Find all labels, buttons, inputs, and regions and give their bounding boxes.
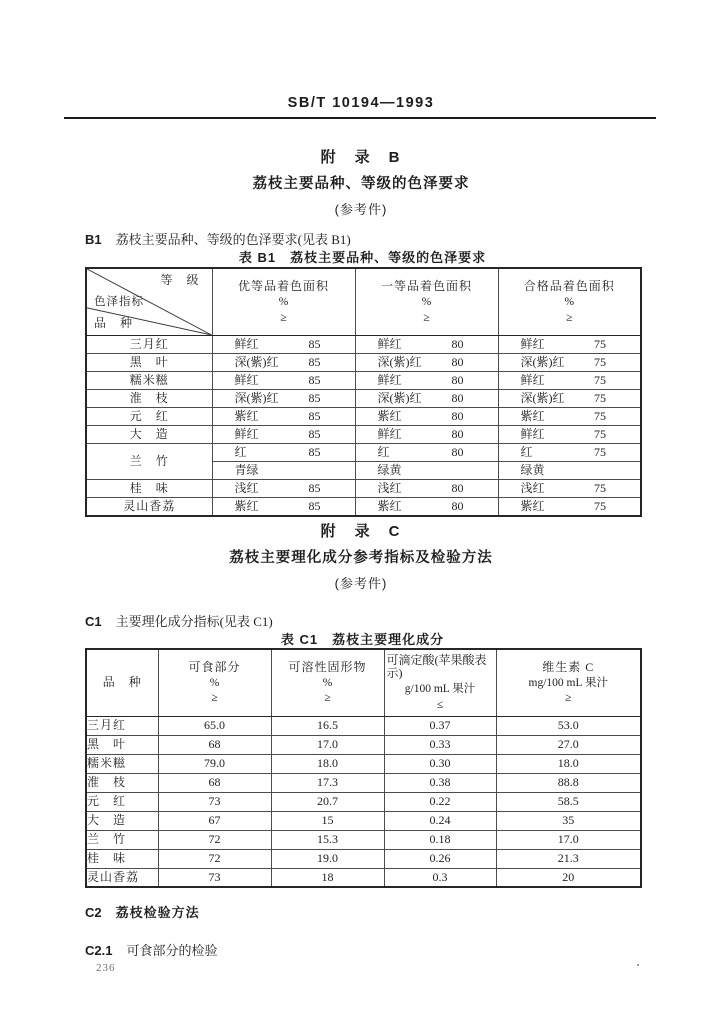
clause-c2 bbox=[85, 902, 200, 921]
column-header bbox=[271, 649, 384, 716]
color-label: 鲜红 bbox=[377, 372, 402, 387]
value-cell: 53.0 bbox=[496, 716, 641, 735]
column-op: ≥ bbox=[565, 692, 572, 705]
header-rule bbox=[64, 117, 656, 119]
table-row bbox=[86, 849, 641, 868]
column-unit: % bbox=[209, 676, 220, 689]
column-title: 可食部分 bbox=[188, 659, 241, 674]
color-value: 80 bbox=[451, 354, 464, 369]
column-unit: % bbox=[564, 295, 575, 308]
variety-name: 糯米糍 bbox=[86, 372, 212, 390]
column-title: 一等品着色面积 bbox=[380, 278, 472, 293]
value-cell: 17.0 bbox=[496, 830, 641, 849]
column-unit: mg/100 mL 果汁 bbox=[528, 676, 608, 689]
color-cell bbox=[498, 444, 641, 462]
color-cell bbox=[355, 372, 498, 390]
variety-name: 三月红 bbox=[86, 716, 158, 735]
color-label: 红 bbox=[377, 444, 390, 459]
table-row bbox=[86, 480, 641, 498]
color-value: 75 bbox=[594, 480, 606, 495]
table-row bbox=[86, 868, 641, 887]
color-label: 深(紫)红 bbox=[520, 390, 565, 405]
color-label: 绿黄 bbox=[520, 462, 545, 477]
color-value: 85 bbox=[308, 336, 321, 351]
column-header bbox=[158, 649, 271, 716]
color-value: 80 bbox=[451, 336, 464, 351]
table-b1-header-row bbox=[86, 268, 641, 336]
color-cell bbox=[355, 498, 498, 517]
column-header bbox=[384, 649, 496, 716]
column-header bbox=[498, 268, 641, 336]
column-title: 优等品着色面积 bbox=[237, 278, 329, 293]
color-value: 85 bbox=[308, 390, 321, 405]
color-value: 85 bbox=[308, 498, 321, 513]
color-cell bbox=[498, 498, 641, 517]
value-cell: 67 bbox=[158, 811, 271, 830]
color-value: 80 bbox=[451, 498, 464, 513]
value-cell: 21.3 bbox=[496, 849, 641, 868]
color-cell bbox=[355, 462, 498, 480]
color-cell bbox=[355, 426, 498, 444]
variety-name: 元 红 bbox=[86, 408, 212, 426]
color-label: 鲜红 bbox=[520, 336, 545, 351]
appendix-c-note: (参考件) bbox=[334, 576, 388, 591]
value-cell: 18.0 bbox=[271, 754, 384, 773]
column-unit: % bbox=[421, 295, 432, 308]
table-b1-corner-cell bbox=[86, 268, 212, 336]
value-cell: 72 bbox=[158, 830, 271, 849]
color-label: 浅红 bbox=[377, 480, 402, 495]
color-label: 浅红 bbox=[520, 480, 545, 495]
column-title: 可滴定酸(苹果酸表示) bbox=[386, 653, 487, 681]
column-op: ≤ bbox=[436, 699, 444, 712]
table-row bbox=[86, 773, 641, 792]
value-cell: 68 bbox=[158, 773, 271, 792]
value-cell: 16.5 bbox=[271, 716, 384, 735]
appendix-c-subheading: 荔枝主要理化成分参考指标及检验方法 bbox=[229, 550, 493, 566]
column-op: ≥ bbox=[324, 692, 331, 705]
color-value: 80 bbox=[451, 426, 464, 441]
table-b1-caption: 表 B1 荔枝主要品种、等级的色泽要求 bbox=[238, 250, 487, 265]
appendix-c-heading: 附 录 C bbox=[320, 523, 402, 540]
color-cell bbox=[355, 480, 498, 498]
clause-b1 bbox=[85, 229, 351, 248]
page-number: 236 bbox=[96, 962, 116, 974]
value-cell: 72 bbox=[158, 849, 271, 868]
color-value: 75 bbox=[594, 354, 606, 369]
color-value: 80 bbox=[451, 372, 464, 387]
column-op: ≥ bbox=[211, 692, 218, 705]
color-cell bbox=[498, 408, 641, 426]
color-label: 青绿 bbox=[234, 462, 259, 477]
appendix-c-title-block bbox=[0, 520, 722, 592]
value-cell: 35 bbox=[496, 811, 641, 830]
column-op: ≥ bbox=[566, 311, 573, 324]
value-cell: 0.3 bbox=[384, 868, 496, 887]
table-row bbox=[86, 372, 641, 390]
color-value: 75 bbox=[594, 426, 606, 441]
color-label: 浅红 bbox=[234, 480, 259, 495]
table-row bbox=[86, 754, 641, 773]
value-cell: 17.0 bbox=[271, 735, 384, 754]
variety-name: 灵山香荔 bbox=[86, 868, 158, 887]
variety-name: 大 造 bbox=[86, 426, 212, 444]
standard-number: SB/T 10194—1993 bbox=[287, 95, 435, 111]
color-label: 深(紫)红 bbox=[234, 390, 279, 405]
color-label: 鲜红 bbox=[520, 372, 545, 387]
color-cell bbox=[498, 390, 641, 408]
clause-c2-1 bbox=[85, 940, 217, 959]
column-title: 可溶性固形物 bbox=[288, 659, 367, 674]
color-cell bbox=[212, 426, 355, 444]
clause-b1-number: B1 bbox=[85, 232, 102, 247]
color-label: 紫红 bbox=[520, 408, 545, 423]
color-cell bbox=[212, 336, 355, 354]
variety-name: 灵山香荔 bbox=[86, 498, 212, 517]
color-label: 深(紫)红 bbox=[377, 354, 422, 369]
color-label: 鲜红 bbox=[520, 426, 545, 441]
value-cell: 15 bbox=[271, 811, 384, 830]
table-row bbox=[86, 811, 641, 830]
color-value: 85 bbox=[308, 426, 321, 441]
color-cell bbox=[498, 372, 641, 390]
value-cell: 68 bbox=[158, 735, 271, 754]
clause-c2-number: C2 bbox=[85, 905, 102, 920]
clause-c1 bbox=[85, 611, 273, 630]
color-cell bbox=[498, 426, 641, 444]
value-cell: 58.5 bbox=[496, 792, 641, 811]
color-value: 85 bbox=[308, 372, 321, 387]
value-cell: 79.0 bbox=[158, 754, 271, 773]
clause-c2-text: 荔枝检验方法 bbox=[115, 905, 200, 920]
color-label: 鲜红 bbox=[377, 426, 402, 441]
variety-name: 糯米糍 bbox=[86, 754, 158, 773]
value-cell: 17.3 bbox=[271, 773, 384, 792]
table-row bbox=[86, 408, 641, 426]
color-label: 紫红 bbox=[234, 408, 259, 423]
corner-label-grade: 等 级 bbox=[160, 273, 200, 287]
color-cell bbox=[212, 372, 355, 390]
color-label: 紫红 bbox=[377, 498, 402, 513]
value-cell: 19.0 bbox=[271, 849, 384, 868]
table-c1 bbox=[85, 648, 642, 888]
color-cell bbox=[212, 354, 355, 372]
color-cell bbox=[355, 408, 498, 426]
table-row bbox=[86, 444, 641, 462]
value-cell: 15.3 bbox=[271, 830, 384, 849]
variety-name: 黑 叶 bbox=[86, 735, 158, 754]
column-title: 合格品着色面积 bbox=[523, 278, 615, 293]
color-value: 75 bbox=[594, 336, 606, 351]
appendix-b-subheading: 荔枝主要品种、等级的色泽要求 bbox=[252, 176, 470, 192]
color-cell bbox=[498, 462, 641, 480]
color-label: 深(紫)红 bbox=[520, 354, 565, 369]
table-row bbox=[86, 830, 641, 849]
color-cell bbox=[355, 336, 498, 354]
value-cell: 73 bbox=[158, 792, 271, 811]
variety-name: 黑 叶 bbox=[86, 354, 212, 372]
color-cell bbox=[355, 390, 498, 408]
color-cell bbox=[212, 408, 355, 426]
color-value: 75 bbox=[594, 444, 606, 459]
value-cell: 0.18 bbox=[384, 830, 496, 849]
color-cell bbox=[498, 354, 641, 372]
value-cell: 27.0 bbox=[496, 735, 641, 754]
color-cell bbox=[498, 480, 641, 498]
color-cell bbox=[212, 480, 355, 498]
color-value: 80 bbox=[451, 444, 464, 459]
value-cell: 0.26 bbox=[384, 849, 496, 868]
value-cell: 73 bbox=[158, 868, 271, 887]
table-row bbox=[86, 735, 641, 754]
color-value: 85 bbox=[308, 354, 321, 369]
table-row bbox=[86, 354, 641, 372]
column-header bbox=[496, 649, 641, 716]
color-value: 80 bbox=[451, 408, 464, 423]
variety-name: 元 红 bbox=[86, 792, 158, 811]
color-label: 红 bbox=[234, 444, 247, 459]
clause-c2-1-number: C2.1 bbox=[85, 943, 113, 958]
color-value: 80 bbox=[451, 480, 464, 495]
column-op: ≥ bbox=[280, 311, 287, 324]
table-row bbox=[86, 792, 641, 811]
color-value: 75 bbox=[594, 390, 606, 405]
color-cell bbox=[212, 390, 355, 408]
column-title: 维生素 C bbox=[542, 659, 595, 674]
color-label: 红 bbox=[520, 444, 533, 459]
variety-name: 淮 枝 bbox=[86, 390, 212, 408]
value-cell: 0.30 bbox=[384, 754, 496, 773]
color-label: 鲜红 bbox=[234, 336, 259, 351]
color-value: 85 bbox=[308, 480, 321, 495]
value-cell: 0.24 bbox=[384, 811, 496, 830]
appendix-b-title-block bbox=[0, 146, 722, 218]
color-label: 鲜红 bbox=[234, 426, 259, 441]
value-cell: 18.0 bbox=[496, 754, 641, 773]
color-label: 紫红 bbox=[377, 408, 402, 423]
table-row bbox=[86, 426, 641, 444]
color-label: 绿黄 bbox=[377, 462, 402, 477]
color-label: 紫红 bbox=[234, 498, 259, 513]
color-cell bbox=[212, 444, 355, 462]
corner-label-variety: 品 种 bbox=[94, 315, 134, 330]
color-value: 75 bbox=[594, 372, 606, 387]
value-cell: 0.37 bbox=[384, 716, 496, 735]
table-row bbox=[86, 336, 641, 354]
color-label: 紫红 bbox=[520, 498, 545, 513]
table-c1-caption: 表 C1 荔枝主要理化成分 bbox=[280, 632, 445, 647]
color-value: 75 bbox=[594, 408, 606, 423]
column-unit: % bbox=[322, 676, 333, 689]
table-c1-header-row bbox=[86, 649, 641, 716]
clause-b1-text: 荔枝主要品种、等级的色泽要求(见表 B1) bbox=[115, 232, 351, 247]
variety-name: 桂 味 bbox=[86, 480, 212, 498]
color-label: 深(紫)红 bbox=[234, 354, 279, 369]
value-cell: 20 bbox=[496, 868, 641, 887]
table-b1 bbox=[85, 267, 642, 517]
column-unit: % bbox=[278, 295, 289, 308]
value-cell: 18 bbox=[271, 868, 384, 887]
scan-artifact-dot bbox=[637, 964, 639, 966]
value-cell: 88.8 bbox=[496, 773, 641, 792]
column-header bbox=[212, 268, 355, 336]
column-unit: g/100 mL 果汁 bbox=[404, 683, 476, 696]
clause-c1-text: 主要理化成分指标(见表 C1) bbox=[115, 614, 273, 629]
value-cell: 20.7 bbox=[271, 792, 384, 811]
color-cell bbox=[355, 444, 498, 462]
color-cell bbox=[355, 354, 498, 372]
color-value: 85 bbox=[308, 444, 321, 459]
clause-c2-1-text: 可食部分的检验 bbox=[126, 943, 218, 958]
variety-name: 三月红 bbox=[86, 336, 212, 354]
color-cell bbox=[498, 336, 641, 354]
variety-name: 兰 竹 bbox=[86, 830, 158, 849]
value-cell: 0.22 bbox=[384, 792, 496, 811]
variety-name: 大 造 bbox=[86, 811, 158, 830]
variety-name: 兰 竹 bbox=[86, 444, 212, 480]
color-label: 鲜红 bbox=[377, 336, 402, 351]
variety-name: 淮 枝 bbox=[86, 773, 158, 792]
value-cell: 0.38 bbox=[384, 773, 496, 792]
color-value: 85 bbox=[308, 408, 321, 423]
clause-c1-number: C1 bbox=[85, 614, 102, 629]
value-cell: 65.0 bbox=[158, 716, 271, 735]
variety-name: 桂 味 bbox=[86, 849, 158, 868]
appendix-b-heading: 附 录 B bbox=[320, 149, 402, 166]
color-value: 75 bbox=[594, 498, 606, 513]
color-cell bbox=[212, 498, 355, 517]
appendix-b-note: (参考件) bbox=[334, 202, 388, 217]
color-label: 深(紫)红 bbox=[377, 390, 422, 405]
color-label: 鲜红 bbox=[234, 372, 259, 387]
corner-label-index: 色泽指标 bbox=[94, 296, 144, 308]
table-row bbox=[86, 498, 641, 517]
table-row bbox=[86, 716, 641, 735]
column-header bbox=[355, 268, 498, 336]
column-op: ≥ bbox=[423, 311, 430, 324]
table-row bbox=[86, 390, 641, 408]
color-value: 80 bbox=[451, 390, 464, 405]
color-cell bbox=[212, 462, 355, 480]
variety-header-cell: 品 种 bbox=[86, 649, 158, 716]
value-cell: 0.33 bbox=[384, 735, 496, 754]
